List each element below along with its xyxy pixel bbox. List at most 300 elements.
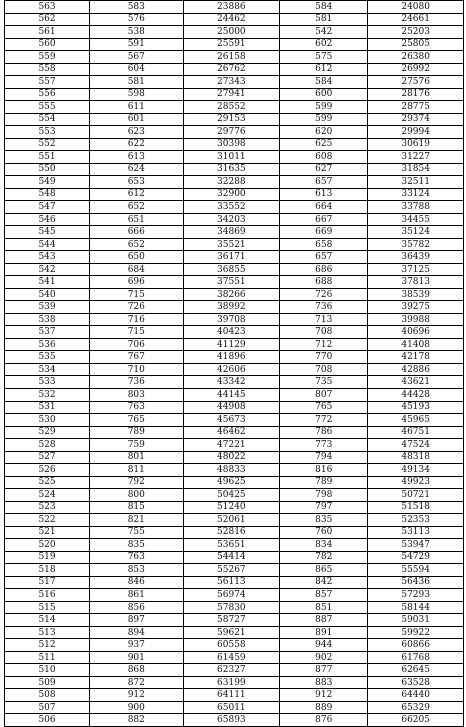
table-cell-cumulative-a: 48833 <box>183 464 280 477</box>
table-cell-score: 542 <box>5 263 90 276</box>
table-cell-cumulative-b: 35782 <box>368 238 464 251</box>
table-cell-cumulative-b: 49134 <box>368 464 464 477</box>
table-cell-cumulative-a: 32288 <box>183 176 280 189</box>
table-cell-cumulative-a: 55267 <box>183 564 280 577</box>
table-cell-score: 560 <box>5 38 90 51</box>
table-cell-count-b: 599 <box>280 101 368 114</box>
table-cell-count-a: 872 <box>90 676 183 689</box>
table-cell-cumulative-b: 33788 <box>368 201 464 214</box>
table-cell-cumulative-b: 28176 <box>368 88 464 101</box>
table-cell-count-a: 759 <box>90 439 183 452</box>
table-cell-count-b: 782 <box>280 551 368 564</box>
table-cell-count-b: 712 <box>280 338 368 351</box>
table-cell-cumulative-b: 25203 <box>368 26 464 39</box>
table-cell-count-b: 912 <box>280 689 368 702</box>
table-cell-score: 510 <box>5 664 90 677</box>
table-cell-cumulative-a: 31635 <box>183 163 280 176</box>
table-cell-cumulative-a: 52816 <box>183 526 280 539</box>
table-cell-cumulative-a: 25000 <box>183 26 280 39</box>
table-cell-cumulative-b: 27576 <box>368 76 464 89</box>
table-cell-count-a: 937 <box>90 639 183 652</box>
table-cell-count-a: 706 <box>90 338 183 351</box>
table-cell-cumulative-a: 29153 <box>183 113 280 126</box>
table-cell-cumulative-b: 64440 <box>368 689 464 702</box>
table-cell-cumulative-a: 48022 <box>183 451 280 464</box>
table-cell-count-b: 835 <box>280 514 368 527</box>
table-cell-count-b: 798 <box>280 489 368 502</box>
table-cell-count-a: 912 <box>90 689 183 702</box>
table-cell-cumulative-b: 58144 <box>368 601 464 614</box>
table-cell-score: 554 <box>5 113 90 126</box>
table-cell-count-b: 708 <box>280 363 368 376</box>
table-cell-count-b: 613 <box>280 188 368 201</box>
table-cell-count-a: 815 <box>90 501 183 514</box>
table-cell-cumulative-b: 50721 <box>368 489 464 502</box>
table-cell-cumulative-a: 41129 <box>183 338 280 351</box>
table-cell-cumulative-a: 35521 <box>183 238 280 251</box>
table-cell-cumulative-a: 37551 <box>183 276 280 289</box>
table-cell-cumulative-a: 59621 <box>183 626 280 639</box>
table-cell-cumulative-b: 29374 <box>368 113 464 126</box>
table-cell-cumulative-a: 58727 <box>183 614 280 627</box>
table-cell-score: 553 <box>5 126 90 139</box>
table-cell-count-b: 834 <box>280 539 368 552</box>
table-cell-cumulative-b: 29994 <box>368 126 464 139</box>
score-rank-table-body <box>5 1 464 727</box>
table-cell-count-a: 715 <box>90 288 183 301</box>
table-cell-cumulative-a: 33552 <box>183 201 280 214</box>
table-row <box>5 701 464 714</box>
table-cell-count-b: 794 <box>280 451 368 464</box>
table-row <box>5 176 464 189</box>
table-cell-count-a: 715 <box>90 326 183 339</box>
table-cell-score: 524 <box>5 489 90 502</box>
table-row <box>5 514 464 527</box>
table-cell-score: 530 <box>5 414 90 427</box>
table-cell-count-b: 736 <box>280 301 368 314</box>
table-row <box>5 363 464 376</box>
table-cell-count-a: 612 <box>90 188 183 201</box>
table-cell-count-a: 763 <box>90 551 183 564</box>
table-cell-count-b: 944 <box>280 639 368 652</box>
table-row <box>5 326 464 339</box>
table-cell-count-b: 575 <box>280 51 368 64</box>
table-cell-count-a: 622 <box>90 138 183 151</box>
table-cell-cumulative-b: 57293 <box>368 589 464 602</box>
table-cell-count-a: 598 <box>90 88 183 101</box>
table-cell-cumulative-a: 24462 <box>183 13 280 26</box>
table-cell-count-b: 887 <box>280 614 368 627</box>
table-cell-count-a: 652 <box>90 201 183 214</box>
table-cell-count-a: 604 <box>90 63 183 76</box>
table-cell-count-b: 599 <box>280 113 368 126</box>
table-row <box>5 201 464 214</box>
table-cell-score: 559 <box>5 51 90 64</box>
table-cell-count-a: 821 <box>90 514 183 527</box>
table-cell-cumulative-b: 39988 <box>368 313 464 326</box>
table-cell-count-b: 726 <box>280 288 368 301</box>
table-cell-cumulative-a: 51240 <box>183 501 280 514</box>
table-cell-count-a: 583 <box>90 1 183 14</box>
table-row <box>5 238 464 251</box>
table-cell-count-a: 800 <box>90 489 183 502</box>
table-cell-count-a: 653 <box>90 176 183 189</box>
table-row <box>5 564 464 577</box>
table-cell-cumulative-a: 60558 <box>183 639 280 652</box>
table-cell-count-a: 651 <box>90 213 183 226</box>
table-cell-count-b: 772 <box>280 414 368 427</box>
table-cell-cumulative-b: 30619 <box>368 138 464 151</box>
table-cell-cumulative-b: 25805 <box>368 38 464 51</box>
table-cell-score: 514 <box>5 614 90 627</box>
table-cell-count-b: 842 <box>280 576 368 589</box>
table-cell-count-a: 897 <box>90 614 183 627</box>
table-cell-score: 513 <box>5 626 90 639</box>
table-cell-cumulative-b: 24080 <box>368 1 464 14</box>
table-cell-cumulative-a: 43342 <box>183 376 280 389</box>
table-cell-cumulative-b: 40696 <box>368 326 464 339</box>
table-row <box>5 401 464 414</box>
table-cell-score: 541 <box>5 276 90 289</box>
table-row <box>5 88 464 101</box>
table-cell-cumulative-b: 42178 <box>368 351 464 364</box>
table-cell-cumulative-b: 62645 <box>368 664 464 677</box>
table-cell-cumulative-b: 51518 <box>368 501 464 514</box>
table-row <box>5 13 464 26</box>
table-cell-cumulative-a: 27941 <box>183 88 280 101</box>
table-cell-count-b: 584 <box>280 76 368 89</box>
table-cell-score: 515 <box>5 601 90 614</box>
table-cell-cumulative-b: 45193 <box>368 401 464 414</box>
table-cell-cumulative-b: 54729 <box>368 551 464 564</box>
table-cell-count-a: 623 <box>90 126 183 139</box>
table-cell-cumulative-a: 56113 <box>183 576 280 589</box>
table-row <box>5 664 464 677</box>
table-cell-count-b: 797 <box>280 501 368 514</box>
table-cell-count-b: 773 <box>280 439 368 452</box>
table-cell-count-b: 789 <box>280 476 368 489</box>
table-cell-cumulative-a: 54414 <box>183 551 280 564</box>
table-row <box>5 388 464 401</box>
table-cell-cumulative-a: 40423 <box>183 326 280 339</box>
table-cell-score: 544 <box>5 238 90 251</box>
table-cell-cumulative-b: 47524 <box>368 439 464 452</box>
table-cell-count-a: 856 <box>90 601 183 614</box>
table-cell-count-a: 696 <box>90 276 183 289</box>
table-row <box>5 714 464 727</box>
table-cell-count-b: 657 <box>280 176 368 189</box>
table-cell-cumulative-b: 60866 <box>368 639 464 652</box>
table-cell-cumulative-b: 24661 <box>368 13 464 26</box>
table-cell-cumulative-a: 64111 <box>183 689 280 702</box>
table-cell-cumulative-b: 26992 <box>368 63 464 76</box>
table-cell-cumulative-a: 38266 <box>183 288 280 301</box>
table-row <box>5 226 464 239</box>
table-cell-cumulative-a: 56974 <box>183 589 280 602</box>
table-cell-cumulative-a: 36171 <box>183 251 280 264</box>
table-cell-count-a: 767 <box>90 351 183 364</box>
table-cell-count-a: 900 <box>90 701 183 714</box>
table-cell-score: 561 <box>5 26 90 39</box>
table-cell-score: 551 <box>5 151 90 164</box>
table-cell-cumulative-b: 33124 <box>368 188 464 201</box>
table-row <box>5 288 464 301</box>
table-cell-score: 507 <box>5 701 90 714</box>
table-cell-count-a: 613 <box>90 151 183 164</box>
table-cell-cumulative-a: 65893 <box>183 714 280 727</box>
table-cell-score: 537 <box>5 326 90 339</box>
table-cell-cumulative-a: 23886 <box>183 1 280 14</box>
table-cell-score: 531 <box>5 401 90 414</box>
table-cell-count-b: 876 <box>280 714 368 727</box>
table-cell-count-a: 803 <box>90 388 183 401</box>
table-cell-count-b: 658 <box>280 238 368 251</box>
table-cell-cumulative-a: 61459 <box>183 651 280 664</box>
table-cell-cumulative-b: 45965 <box>368 414 464 427</box>
table-cell-cumulative-a: 31011 <box>183 151 280 164</box>
table-cell-score: 511 <box>5 651 90 664</box>
table-cell-count-a: 901 <box>90 651 183 664</box>
table-cell-score: 519 <box>5 551 90 564</box>
table-row <box>5 476 464 489</box>
table-cell-cumulative-a: 49625 <box>183 476 280 489</box>
table-cell-score: 534 <box>5 363 90 376</box>
table-cell-cumulative-a: 29776 <box>183 126 280 139</box>
table-cell-cumulative-b: 61768 <box>368 651 464 664</box>
table-cell-cumulative-a: 46462 <box>183 426 280 439</box>
table-cell-count-b: 807 <box>280 388 368 401</box>
table-cell-score: 549 <box>5 176 90 189</box>
table-row <box>5 126 464 139</box>
table-cell-score: 508 <box>5 689 90 702</box>
table-cell-count-b: 625 <box>280 138 368 151</box>
table-cell-score: 512 <box>5 639 90 652</box>
table-row <box>5 451 464 464</box>
table-cell-cumulative-b: 46751 <box>368 426 464 439</box>
table-row <box>5 614 464 627</box>
table-cell-score: 552 <box>5 138 90 151</box>
table-row <box>5 489 464 502</box>
table-cell-score: 562 <box>5 13 90 26</box>
table-cell-count-a: 611 <box>90 101 183 114</box>
table-cell-count-b: 602 <box>280 38 368 51</box>
table-cell-count-a: 624 <box>90 163 183 176</box>
table-cell-cumulative-b: 55594 <box>368 564 464 577</box>
table-cell-score: 550 <box>5 163 90 176</box>
table-cell-score: 521 <box>5 526 90 539</box>
table-cell-count-b: 627 <box>280 163 368 176</box>
table-row <box>5 138 464 151</box>
table-cell-score: 558 <box>5 63 90 76</box>
table-cell-cumulative-b: 65329 <box>368 701 464 714</box>
table-cell-count-b: 877 <box>280 664 368 677</box>
table-cell-count-a: 755 <box>90 526 183 539</box>
table-cell-cumulative-b: 31854 <box>368 163 464 176</box>
table-row <box>5 151 464 164</box>
table-cell-cumulative-a: 65011 <box>183 701 280 714</box>
table-cell-cumulative-a: 45673 <box>183 414 280 427</box>
table-cell-cumulative-b: 56436 <box>368 576 464 589</box>
table-cell-cumulative-b: 49923 <box>368 476 464 489</box>
table-cell-count-b: 542 <box>280 26 368 39</box>
table-cell-cumulative-a: 38992 <box>183 301 280 314</box>
table-cell-count-a: 581 <box>90 76 183 89</box>
table-cell-score: 533 <box>5 376 90 389</box>
table-cell-count-b: 667 <box>280 213 368 226</box>
table-cell-score: 517 <box>5 576 90 589</box>
table-row <box>5 63 464 76</box>
table-row <box>5 301 464 314</box>
table-row <box>5 213 464 226</box>
table-row <box>5 313 464 326</box>
table-cell-score: 523 <box>5 501 90 514</box>
table-cell-count-a: 726 <box>90 301 183 314</box>
table-cell-count-b: 851 <box>280 601 368 614</box>
table-cell-cumulative-b: 63528 <box>368 676 464 689</box>
table-cell-score: 528 <box>5 439 90 452</box>
table-cell-count-b: 713 <box>280 313 368 326</box>
table-cell-count-a: 710 <box>90 363 183 376</box>
table-cell-cumulative-a: 25591 <box>183 38 280 51</box>
table-cell-count-a: 591 <box>90 38 183 51</box>
table-cell-cumulative-a: 32900 <box>183 188 280 201</box>
table-cell-cumulative-a: 44145 <box>183 388 280 401</box>
table-row <box>5 376 464 389</box>
table-row <box>5 338 464 351</box>
table-cell-score: 538 <box>5 313 90 326</box>
table-row <box>5 651 464 664</box>
table-row <box>5 76 464 89</box>
table-cell-score: 555 <box>5 101 90 114</box>
table-row <box>5 351 464 364</box>
table-cell-count-b: 620 <box>280 126 368 139</box>
table-cell-count-a: 789 <box>90 426 183 439</box>
table-cell-score: 526 <box>5 464 90 477</box>
table-cell-score: 527 <box>5 451 90 464</box>
table-cell-count-a: 666 <box>90 226 183 239</box>
table-cell-count-b: 770 <box>280 351 368 364</box>
table-cell-count-b: 786 <box>280 426 368 439</box>
table-cell-score: 547 <box>5 201 90 214</box>
table-cell-count-b: 584 <box>280 1 368 14</box>
table-cell-cumulative-b: 52353 <box>368 514 464 527</box>
table-cell-count-b: 735 <box>280 376 368 389</box>
table-cell-score: 548 <box>5 188 90 201</box>
table-row <box>5 539 464 552</box>
table-cell-count-b: 688 <box>280 276 368 289</box>
table-cell-count-b: 816 <box>280 464 368 477</box>
table-cell-score: 563 <box>5 1 90 14</box>
table-cell-count-b: 608 <box>280 151 368 164</box>
table-cell-cumulative-b: 66205 <box>368 714 464 727</box>
table-cell-count-a: 736 <box>90 376 183 389</box>
table-row <box>5 414 464 427</box>
table-row <box>5 439 464 452</box>
table-row <box>5 689 464 702</box>
table-cell-cumulative-a: 28552 <box>183 101 280 114</box>
table-cell-count-b: 891 <box>280 626 368 639</box>
table-cell-score: 540 <box>5 288 90 301</box>
table-cell-cumulative-a: 42606 <box>183 363 280 376</box>
table-row <box>5 113 464 126</box>
table-cell-cumulative-a: 26158 <box>183 51 280 64</box>
table-cell-cumulative-b: 42886 <box>368 363 464 376</box>
table-cell-cumulative-b: 28775 <box>368 101 464 114</box>
table-cell-count-a: 882 <box>90 714 183 727</box>
table-cell-score: 518 <box>5 564 90 577</box>
table-cell-cumulative-a: 36855 <box>183 263 280 276</box>
table-cell-score: 506 <box>5 714 90 727</box>
table-cell-score: 516 <box>5 589 90 602</box>
table-row <box>5 601 464 614</box>
table-cell-count-b: 865 <box>280 564 368 577</box>
table-cell-count-b: 612 <box>280 63 368 76</box>
table-cell-cumulative-a: 52061 <box>183 514 280 527</box>
table-row <box>5 263 464 276</box>
table-cell-cumulative-a: 47221 <box>183 439 280 452</box>
table-cell-count-b: 664 <box>280 201 368 214</box>
table-row <box>5 589 464 602</box>
table-cell-count-a: 811 <box>90 464 183 477</box>
table-cell-count-a: 765 <box>90 414 183 427</box>
table-cell-score: 545 <box>5 226 90 239</box>
table-cell-cumulative-b: 48318 <box>368 451 464 464</box>
table-cell-cumulative-b: 32511 <box>368 176 464 189</box>
table-row <box>5 1 464 14</box>
table-cell-count-a: 792 <box>90 476 183 489</box>
table-cell-cumulative-a: 63199 <box>183 676 280 689</box>
table-cell-cumulative-b: 37813 <box>368 276 464 289</box>
table-cell-count-b: 857 <box>280 589 368 602</box>
table-row <box>5 526 464 539</box>
table-cell-cumulative-b: 41408 <box>368 338 464 351</box>
table-cell-cumulative-a: 57830 <box>183 601 280 614</box>
table-cell-count-b: 889 <box>280 701 368 714</box>
table-cell-score: 525 <box>5 476 90 489</box>
table-cell-count-a: 716 <box>90 313 183 326</box>
table-cell-cumulative-b: 31227 <box>368 151 464 164</box>
table-cell-count-a: 650 <box>90 251 183 264</box>
table-cell-cumulative-a: 26762 <box>183 63 280 76</box>
table-cell-cumulative-a: 30398 <box>183 138 280 151</box>
table-cell-count-a: 601 <box>90 113 183 126</box>
table-cell-cumulative-a: 39708 <box>183 313 280 326</box>
table-row <box>5 26 464 39</box>
table-cell-count-b: 708 <box>280 326 368 339</box>
table-cell-count-b: 669 <box>280 226 368 239</box>
table-cell-count-a: 861 <box>90 589 183 602</box>
table-cell-cumulative-a: 34203 <box>183 213 280 226</box>
table-row <box>5 676 464 689</box>
table-cell-count-a: 868 <box>90 664 183 677</box>
table-row <box>5 639 464 652</box>
table-cell-cumulative-b: 53947 <box>368 539 464 552</box>
table-cell-score: 543 <box>5 251 90 264</box>
table-cell-count-b: 760 <box>280 526 368 539</box>
table-cell-score: 529 <box>5 426 90 439</box>
table-cell-cumulative-b: 53113 <box>368 526 464 539</box>
table-row <box>5 163 464 176</box>
table-cell-cumulative-b: 37125 <box>368 263 464 276</box>
table-cell-count-a: 846 <box>90 576 183 589</box>
table-cell-count-a: 684 <box>90 263 183 276</box>
table-cell-count-a: 576 <box>90 13 183 26</box>
table-cell-count-b: 581 <box>280 13 368 26</box>
table-cell-count-b: 657 <box>280 251 368 264</box>
table-cell-score: 557 <box>5 76 90 89</box>
table-cell-score: 522 <box>5 514 90 527</box>
table-cell-cumulative-b: 34455 <box>368 213 464 226</box>
